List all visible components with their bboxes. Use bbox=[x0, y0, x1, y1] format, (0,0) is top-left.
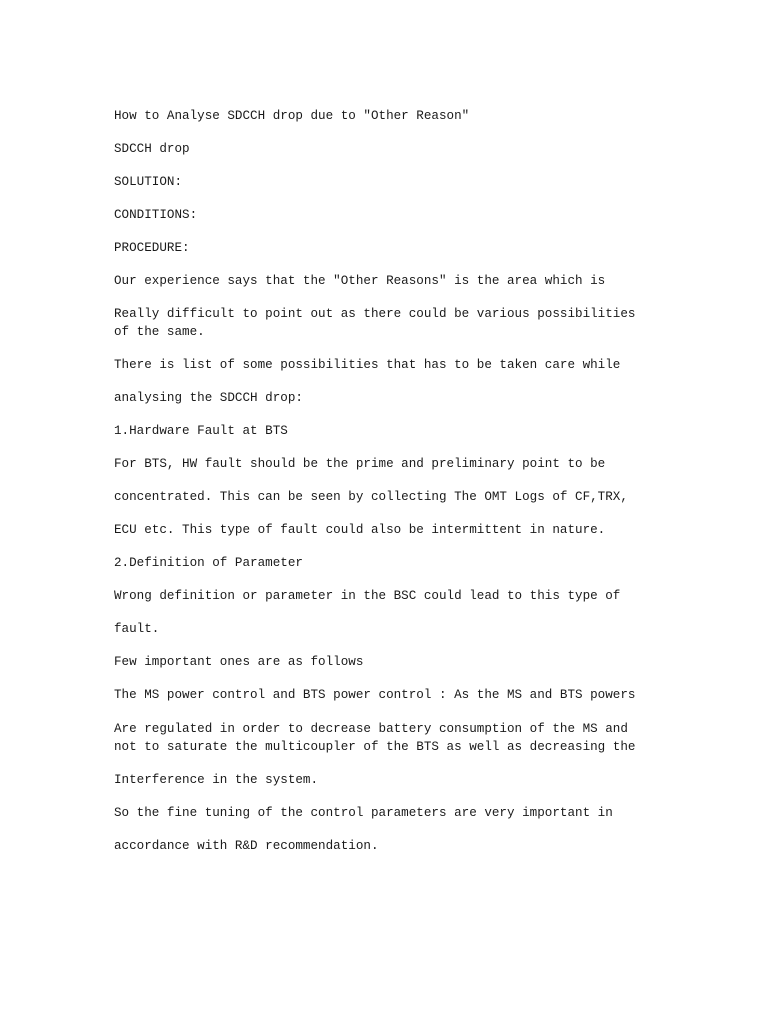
procedure-heading: PROCEDURE: bbox=[114, 241, 190, 255]
section-heading-hardware-fault: 1.Hardware Fault at BTS bbox=[114, 424, 288, 438]
intro-paragraph-line: Our experience says that the "Other Reasons" is the area which is bbox=[114, 274, 606, 288]
hardware-fault-line: For BTS, HW fault should be the prime and preliminary point to be bbox=[114, 457, 606, 471]
intro-paragraph-line: Really difficult to point out as there could be various possibilities bbox=[114, 307, 636, 321]
parameter-line: Interference in the system. bbox=[114, 773, 319, 787]
parameter-line: Are regulated in order to decrease battery consumption of the MS and bbox=[114, 722, 628, 736]
hardware-fault-line: ECU etc. This type of fault could also be intermittent in nature. bbox=[114, 523, 606, 537]
document-subject: SDCCH drop bbox=[114, 142, 190, 156]
document-title: How to Analyse SDCCH drop due to "Other Reason" bbox=[114, 109, 470, 123]
intro-paragraph-line: There is list of some possibilities that has to be taken care while bbox=[114, 358, 621, 372]
intro-paragraph-line: analysing the SDCCH drop: bbox=[114, 391, 303, 405]
section-heading-definition-of-parameter: 2.Definition of Parameter bbox=[114, 556, 303, 570]
hardware-fault-line: concentrated. This can be seen by collecting The OMT Logs of CF,TRX, bbox=[114, 490, 628, 504]
solution-heading: SOLUTION: bbox=[114, 175, 183, 189]
parameter-line: Wrong definition or parameter in the BSC could lead to this type of bbox=[114, 589, 621, 603]
parameter-line: fault. bbox=[114, 622, 160, 636]
parameter-line: So the fine tuning of the control parameters are very important in bbox=[114, 806, 613, 820]
intro-paragraph-line: of the same. bbox=[114, 325, 205, 339]
parameter-line: accordance with R&D recommendation. bbox=[114, 839, 379, 853]
parameter-line: The MS power control and BTS power control : As the MS and BTS powers bbox=[114, 688, 636, 702]
parameter-line: Few important ones are as follows bbox=[114, 655, 364, 669]
parameter-line: not to saturate the multicoupler of the BTS as well as decreasing the bbox=[114, 740, 636, 754]
conditions-heading: CONDITIONS: bbox=[114, 208, 198, 222]
